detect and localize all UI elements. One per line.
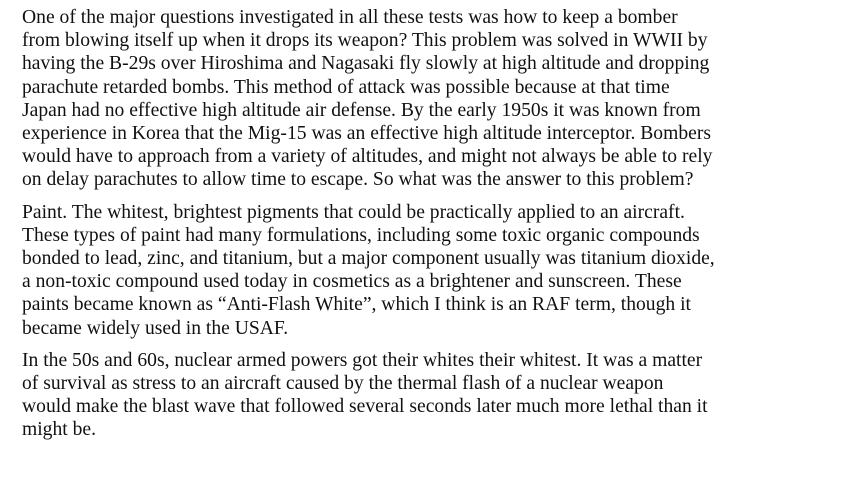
text-line: would make the blast wave that followed several seconds later much more lethal than it bbox=[22, 396, 708, 418]
document-page bbox=[22, 6, 862, 451]
paragraph-nuclear-whites bbox=[22, 349, 862, 442]
text-line: In the 50s and 60s, nuclear armed powers got their whites their whitest. It was a matter bbox=[22, 349, 703, 371]
paragraph-bomber-question bbox=[22, 6, 862, 192]
text-line: on delay parachutes to allow time to escape. So what was the answer to this problem? bbox=[22, 169, 694, 191]
text-line: Japan had no effective high altitude air defense. By the early 1950s it was known from bbox=[22, 99, 701, 121]
text-line: These types of paint had many formulations, including some toxic organic compounds bbox=[22, 224, 700, 246]
text-line: having the B-29s over Hiroshima and Nagasaki fly slowly at high altitude and dropping bbox=[22, 53, 710, 75]
text-line: from blowing itself up when it drops its weapon? This problem was solved in WWII by bbox=[22, 30, 708, 52]
text-line: experience in Korea that the Mig-15 was an effective high altitude interceptor. Bombers bbox=[22, 123, 711, 145]
paragraph-paint bbox=[22, 201, 862, 340]
text-line: of survival as stress to an aircraft caused by the thermal flash of a nuclear weapon bbox=[22, 373, 664, 395]
text-line: would have to approach from a variety of altitudes, and might not always be able to rely bbox=[22, 146, 713, 168]
text-line: a non-toxic compound used today in cosmetics as a brightener and sunscreen. These bbox=[22, 271, 682, 293]
text-line: bonded to lead, zinc, and titanium, but a major component usually was titanium dioxide, bbox=[22, 248, 715, 270]
text-line: One of the major questions investigated in all these tests was how to keep a bomber bbox=[22, 7, 678, 28]
text-line: might be. bbox=[22, 419, 97, 441]
text-line: became widely used in the USAF. bbox=[22, 317, 289, 339]
text-line: Paint. The whitest, brightest pigments that could be practically applied to an aircraft. bbox=[22, 201, 685, 223]
text-line: paints became known as “Anti-Flash White”, which I think is an RAF term, though it bbox=[22, 294, 691, 316]
text-line: parachute retarded bombs. This method of attack was possible because at that time bbox=[22, 76, 670, 98]
